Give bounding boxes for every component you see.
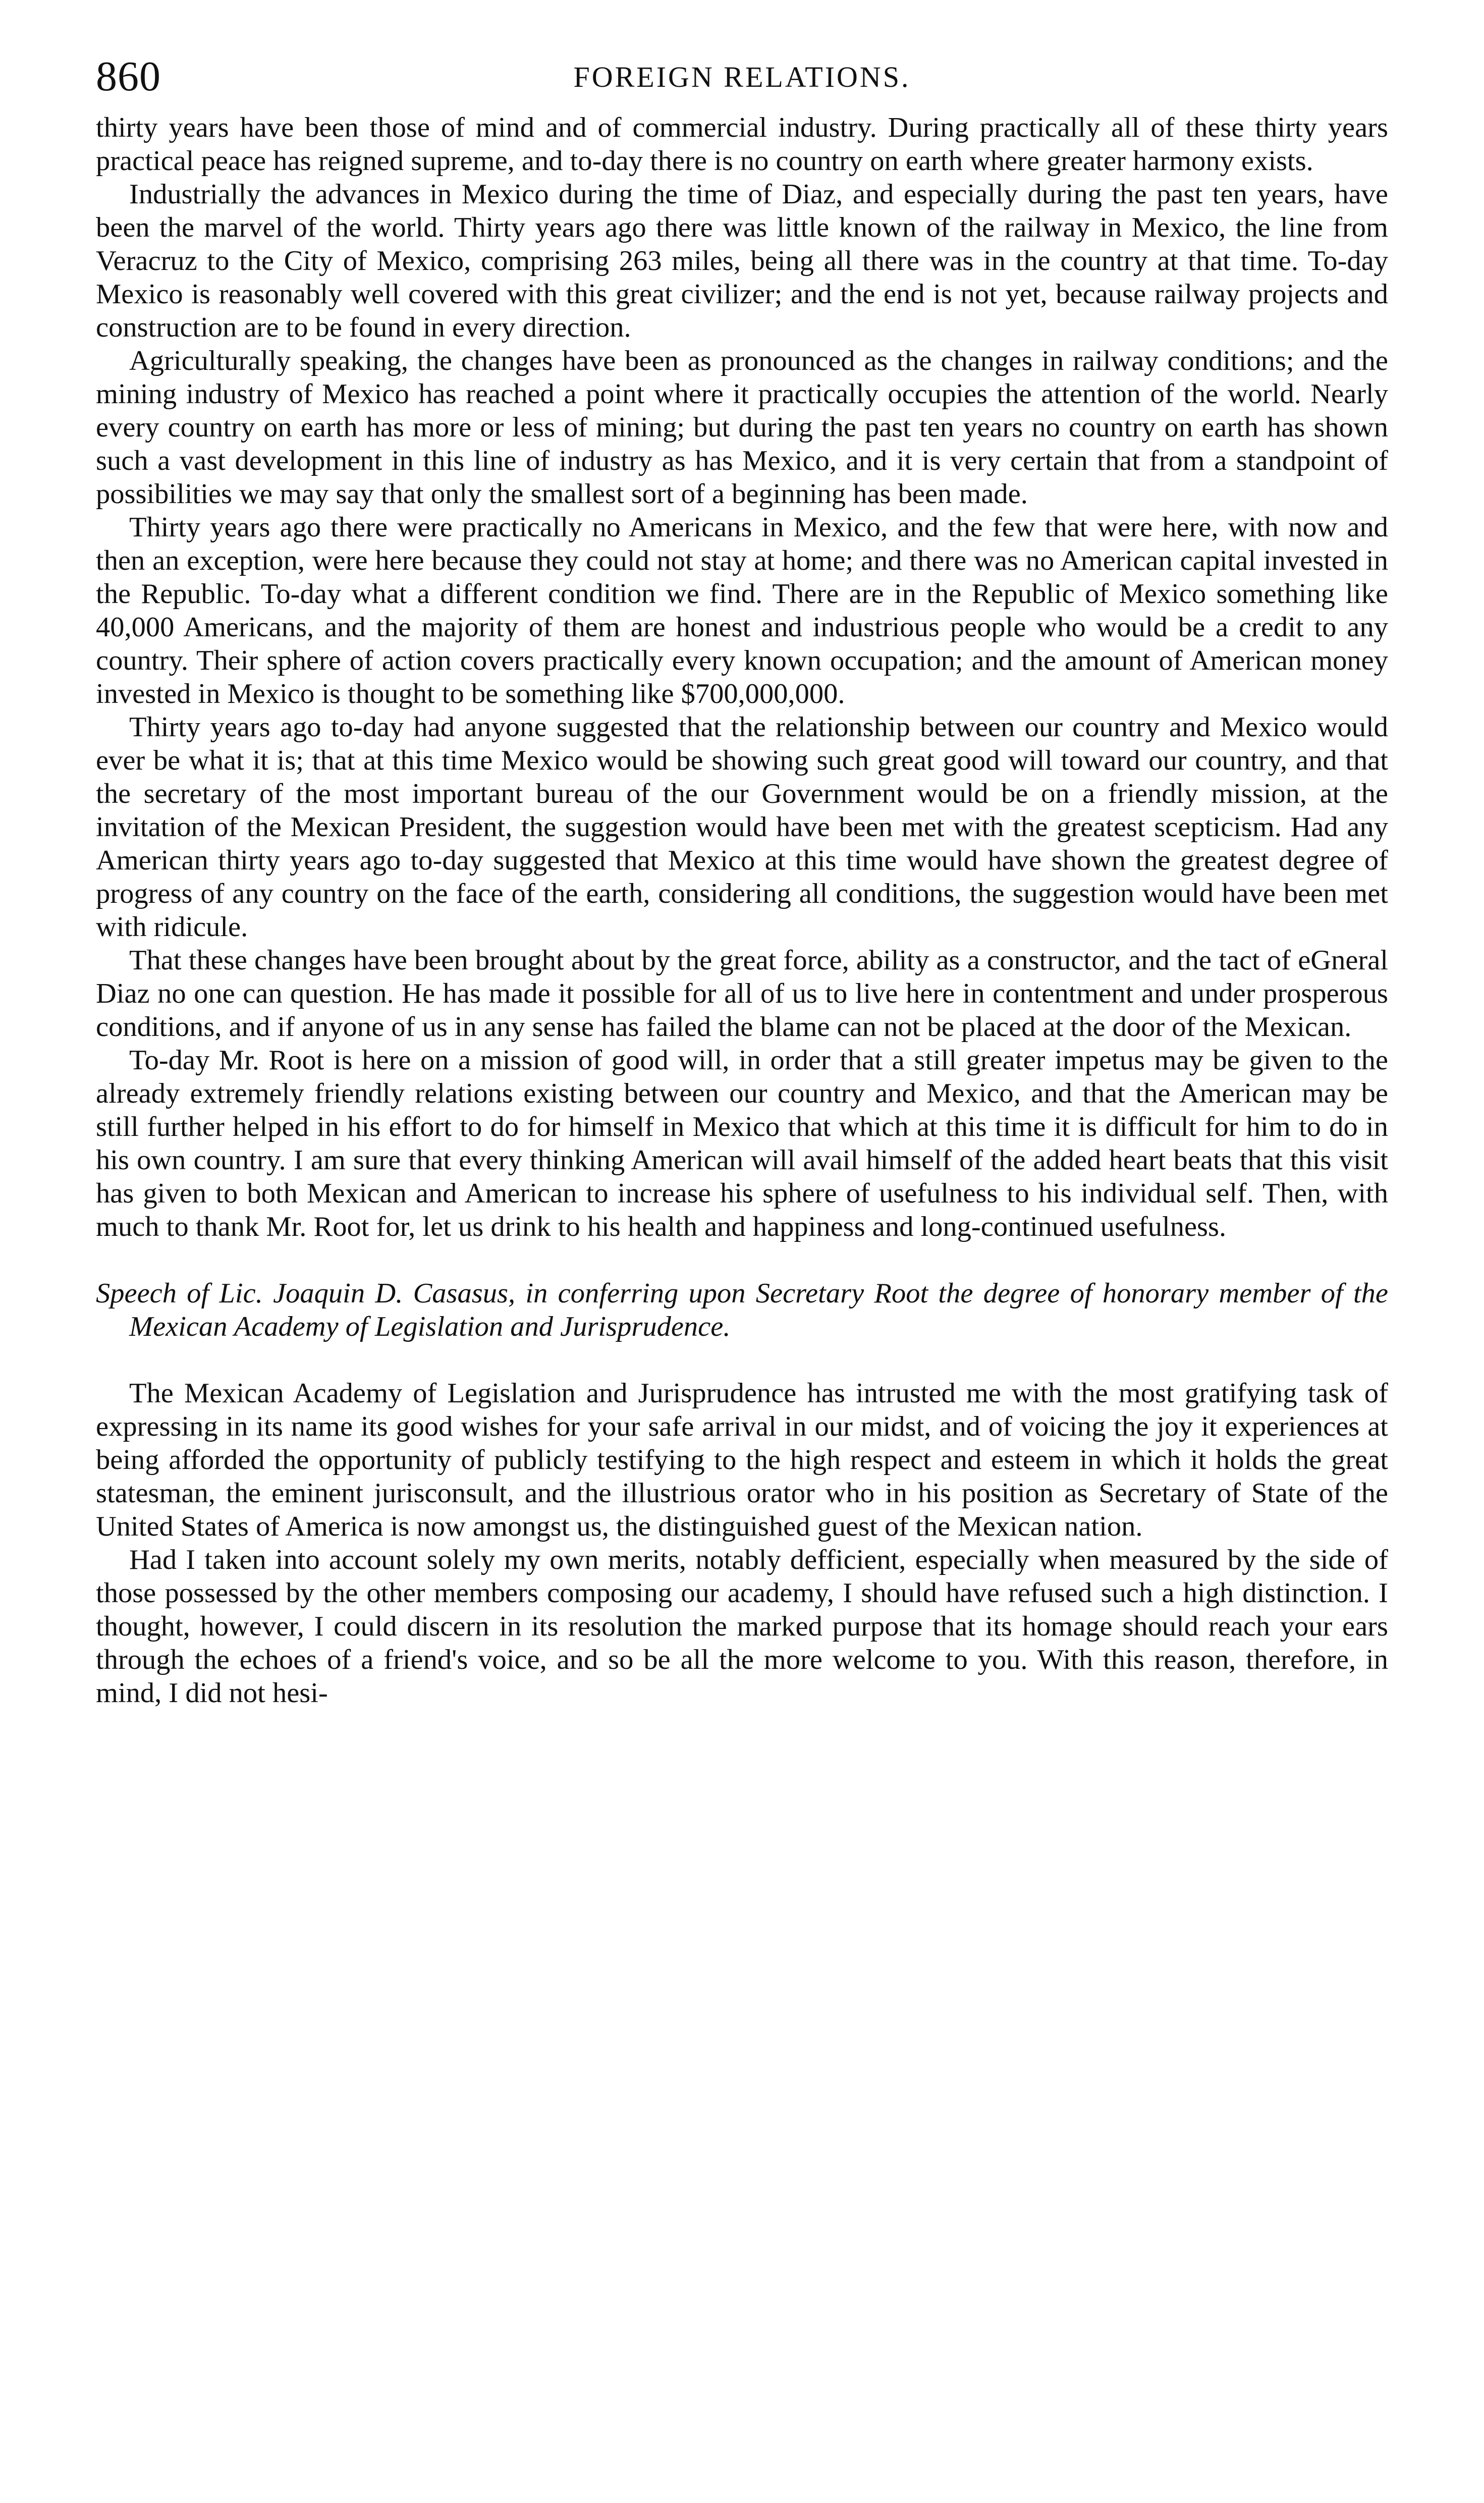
speech-heading: Speech of Lic. Joaquin D. Casasus, in conferring upon Secretary Root the degree of honorary member of the Mexican Academy of Legislation and Jurisprudence. [96, 1278, 1388, 1342]
paragraph: Had I taken into account solely my own merits, notably defficient, especially when measured by the side of those possessed by the other members composing our academy, I should have refused such a high distinction. I thought, however, I could discern in its resolution the marked purpose that its homage should reach your ears through the echoes of a friend's voice, and so be all the more welcome to you. With this reason, therefore, in mind, I did not hesi- [96, 1544, 1388, 1709]
paragraph: Thirty years ago to-day had anyone suggested that the relationship between our country and Mexico would ever be what it is; that at this time Mexico would be showing such great good will toward our country, and that the secretary of the most important bureau of the our Government would be on a friendly mission, at the invitation of the Mexican President, the suggestion would have been met with the greatest scepticism. Had any American thirty years ago to-day suggested that Mexico at this time would have shown the greatest degree of progress of any country on the face of the earth, considering all conditions, the suggestion would have been met with ridicule. [96, 712, 1388, 943]
paragraph: The Mexican Academy of Legislation and Jurisprudence has intrusted me with the most gratifying task of expressing in its name its good wishes for your safe arrival in our midst, and of voicing the joy it experiences at being afforded the opportunity of publicly testifying to the high respect and esteem in which it holds the great statesman, the eminent jurisconsult, and the illustrious orator who in his position as Secretary of State of the United States of America is now amongst us, the distinguished guest of the Mexican nation. [96, 1378, 1388, 1542]
paragraph: That these changes have been brought about by the great force, ability as a constructor, and the tact of eGneral Diaz no one can question. He has made it possible for all of us to live here in contentment and under prosperous conditions, and if anyone of us in any sense has failed the blame can not be placed at the door of the Mexican. [96, 945, 1388, 1043]
paragraph: Thirty years ago there were practically no Americans in Mexico, and the few that were here, with now and then an exception, were here because they could not stay at home; and there was no American capital invested in the Republic. To-day what a different condition we find. There are in the Republic of Mexico something like 40,000 Americans, and the majority of them are honest and industrious people who would be a credit to any country. Their sphere of action covers practically every known occupation; and the amount of American money invested in Mexico is thought to be something like $700,000,000. [96, 512, 1388, 710]
paragraph: Agriculturally speaking, the changes have been as pronounced as the changes in railway conditions; and the mining industry of Mexico has reached a point where it practically occupies the attention of the world. Nearly every country on earth has more or less of mining; but during the past ten years no country on earth has shown such a vast development in this line of industry as has Mexico, and it is very certain that from a standpoint of possibilities we may say that only the smallest sort of a beginning has been made. [96, 345, 1388, 510]
paragraph: Industrially the advances in Mexico during the time of Diaz, and especially during the past ten years, have been the marvel of the world. Thirty years ago there was little known of the railway in Mexico, the line from Veracruz to the City of Mexico, comprising 263 miles, being all there was in the country at that time. To-day Mexico is reasonably well covered with this great civilizer; and the end is not yet, because railway projects and construction are to be found in every direction. [96, 179, 1388, 343]
running-head [96, 50, 1388, 111]
paragraph: To-day Mr. Root is here on a mission of good will, in order that a still greater impetus may be given to the already extremely friendly relations existing between our country and Mexico, and that the American may be still further helped in his effort to do for himself in Mexico that which at this time it is difficult for him to do in his own country. I am sure that every thinking American will avail himself of the added heart beats that this visit has given to both Mexican and American to increase his sphere of usefulness to his individual self. Then, with much to thank Mr. Root for, let us drink to his health and happiness and long-continued usefulness. [96, 1045, 1388, 1242]
paragraph: thirty years have been those of mind and of commercial industry. During practically all of these thirty years practical peace has reigned supreme, and to-day there is no country on earth where greater harmony exists. [96, 112, 1388, 177]
page-number: 860 [96, 53, 161, 100]
running-title: FOREIGN RELATIONS. [573, 61, 911, 93]
body-text [96, 111, 1388, 1710]
